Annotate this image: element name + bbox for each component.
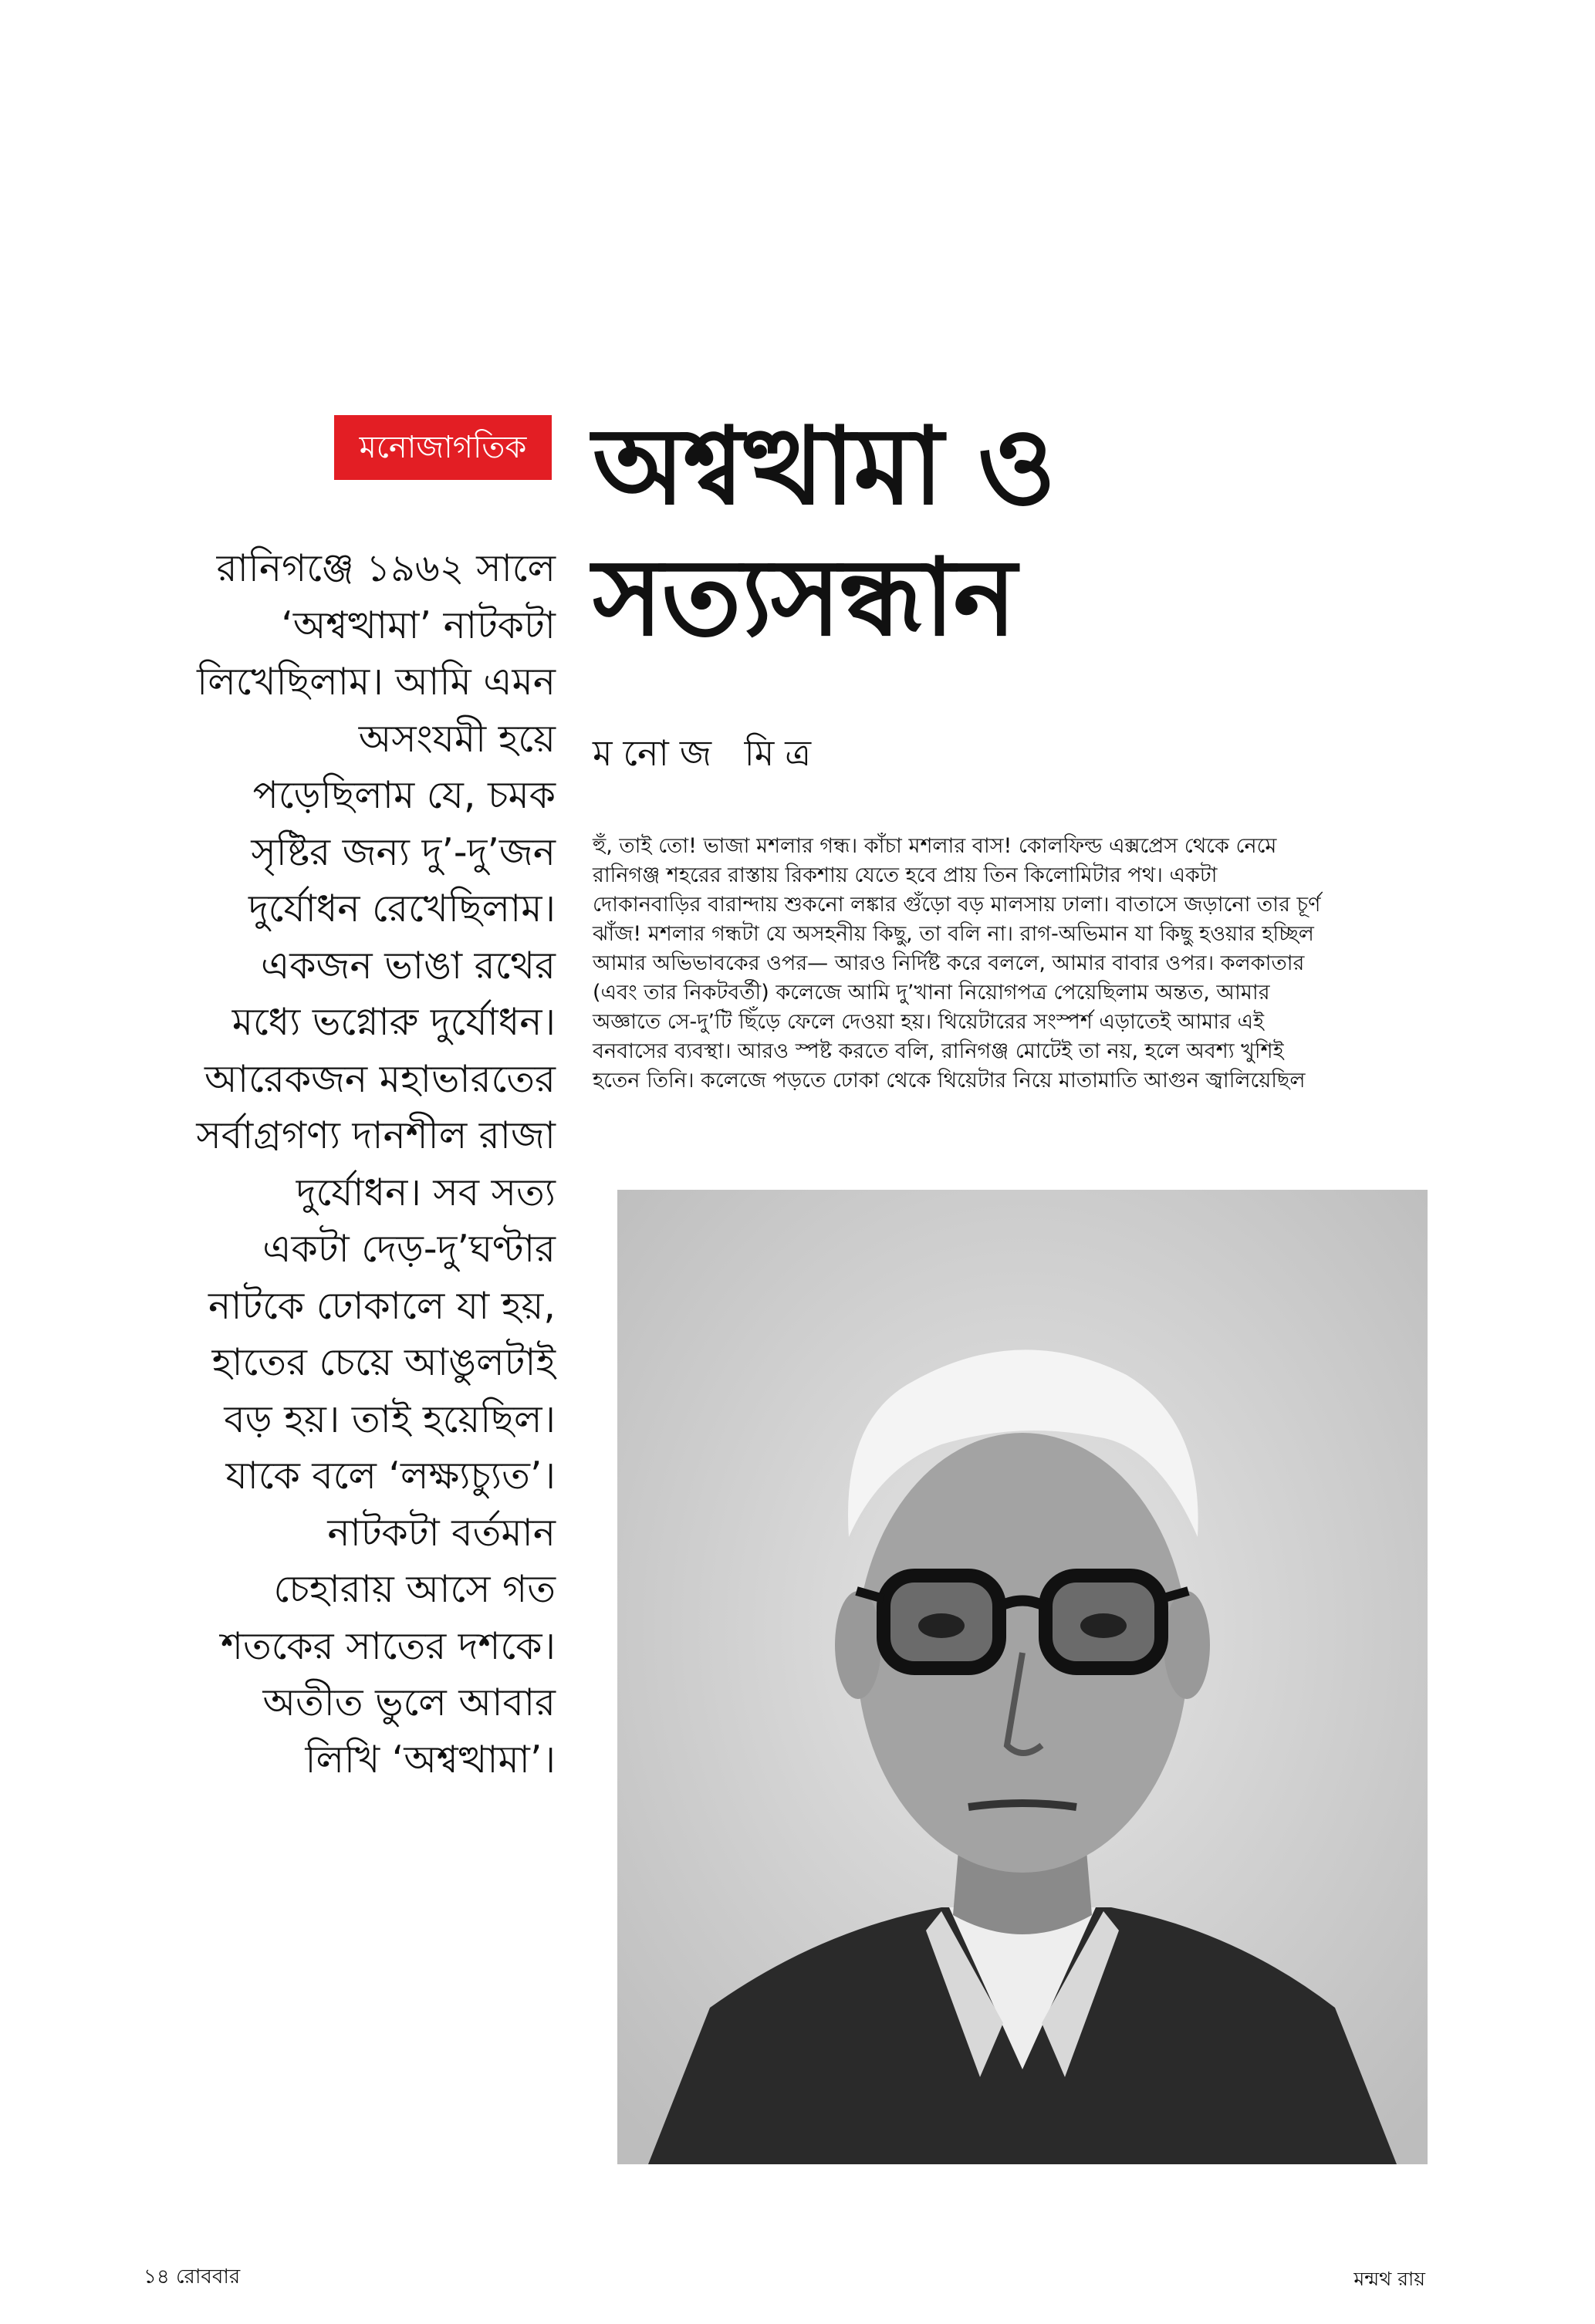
pull-quote-line: সৃষ্টির জন্য দু’-দু’জন	[251, 829, 556, 874]
pull-quote-line: ‘অশ্বত্থামা’ নাটকটা	[281, 603, 556, 647]
pull-quote-line: নাটকটা বর্তমান	[327, 1510, 556, 1555]
article-title	[593, 401, 1519, 664]
article-body	[593, 832, 1472, 1096]
pull-quote-line: একজন ভাঙা রথের	[261, 943, 556, 988]
pull-quote-line: সর্বাগ্রগণ্য দানশীল রাজা	[196, 1113, 556, 1157]
body-line: ঝাঁজ! মশলার গন্ধটা যে অসহনীয় কিছু, তা বলি না। রাগ-অভিমান যা কিছু হওয়ার হচ্ছিল	[593, 922, 1314, 946]
pull-quote-line: চেহারায় আসে গত	[273, 1567, 556, 1611]
pull-quote-line: শতকের সাতের দশকে।	[220, 1623, 556, 1668]
pull-quote-line: নাটকে ঢোকালে যা হয়,	[208, 1283, 556, 1328]
pull-quote-line: রানিগঞ্জে ১৯৬২ সালে	[216, 546, 556, 590]
photo-caption: মন্মথ রায়	[1353, 2268, 1425, 2290]
pull-quote-line: হাতের চেয়ে আঙুলটাই	[211, 1340, 556, 1384]
body-line: দোকানবাড়ির বারান্দায় শুকনো লঙ্কার গুঁড়ো বড় মালসায় ঢালা। বাতাসে জড়ানো তার চূর্ণ	[593, 893, 1321, 917]
pull-quote-line: আরেকজন মহাভারতের	[204, 1056, 556, 1101]
title-line: সত্যসন্ধান	[593, 535, 1015, 660]
body-line: (এবং তার নিকটবর্তী) কলেজে আমি দু’খানা নিয়োগপত্র পেয়েছিলাম অন্তত, আমার	[593, 981, 1270, 1005]
pull-quote-line: অতীত ভুলে আবার	[262, 1681, 556, 1724]
body-line: অজ্ঞাতে সে-দু’টি ছিঁড়ে ফেলে দেওয়া হয়। থিয়েটারের সংস্পর্শ এড়াতেই আমার এই	[593, 1010, 1265, 1034]
body-line: বনবাসের ব্যবস্থা। আরও স্পষ্ট করতে বলি, রানিগঞ্জ মোটেই তা নয়, হলে অবশ্য খুশিই	[593, 1039, 1284, 1063]
pull-quote	[147, 540, 556, 1788]
section-tag: মনোজাগতিক	[334, 415, 552, 480]
body-line: আমার অভিভাবকের ওপর— আরও নির্দিষ্ট করে বললে, আমার বাবার ওপর। কলকাতার	[593, 951, 1305, 975]
pull-quote-line: দুর্যোধন রেখেছিলাম।	[248, 887, 556, 931]
body-line: হুঁ, তাই তো! ভাজা মশলার গন্ধ। কাঁচা মশলার বাস! কোলফিল্ড এক্সপ্রেস থেকে নেমে	[593, 834, 1277, 858]
pull-quote-line: মধ্যে ভগ্নোরু দুর্যোধন।	[231, 1000, 556, 1044]
pull-quote-line: একটা দেড়-দু’ঘণ্টার	[262, 1227, 556, 1271]
pull-quote-line: যাকে বলে ‘লক্ষ্যচ্যুত’।	[225, 1454, 556, 1498]
pull-quote-line: অসংযমী হয়ে	[358, 716, 556, 761]
body-line: হতেন তিনি। কলেজে পড়তে ঢোকা থেকে থিয়েটার নিয়ে মাতামাতি আগুন জ্বালিয়েছিল	[593, 1069, 1306, 1093]
title-line: অশ্বত্থামা ও	[593, 404, 1055, 529]
pull-quote-line: পড়েছিলাম যে, চমক	[252, 773, 556, 817]
pull-quote-line: বড় হয়। তাই হয়েছিল।	[224, 1397, 556, 1441]
pull-quote-line: দুর্যোধন। সব সত্য	[296, 1170, 556, 1214]
page-number-label: ১৪ রোববার	[144, 2265, 241, 2289]
pull-quote-line: লিখেছিলাম। আমি এমন	[197, 660, 556, 704]
body-line: রানিগঞ্জ শহরের রাস্তায় রিকশায় যেতে হবে প্রায় তিন কিলোমিটার পথ। একটা	[593, 863, 1218, 887]
portrait-photo	[617, 1190, 1428, 2164]
portrait-illustration	[617, 1190, 1428, 2164]
pull-quote-line: লিখি ‘অশ্বত্থামা’।	[305, 1737, 556, 1782]
author-byline: মনোজ মিত্র	[593, 732, 823, 774]
